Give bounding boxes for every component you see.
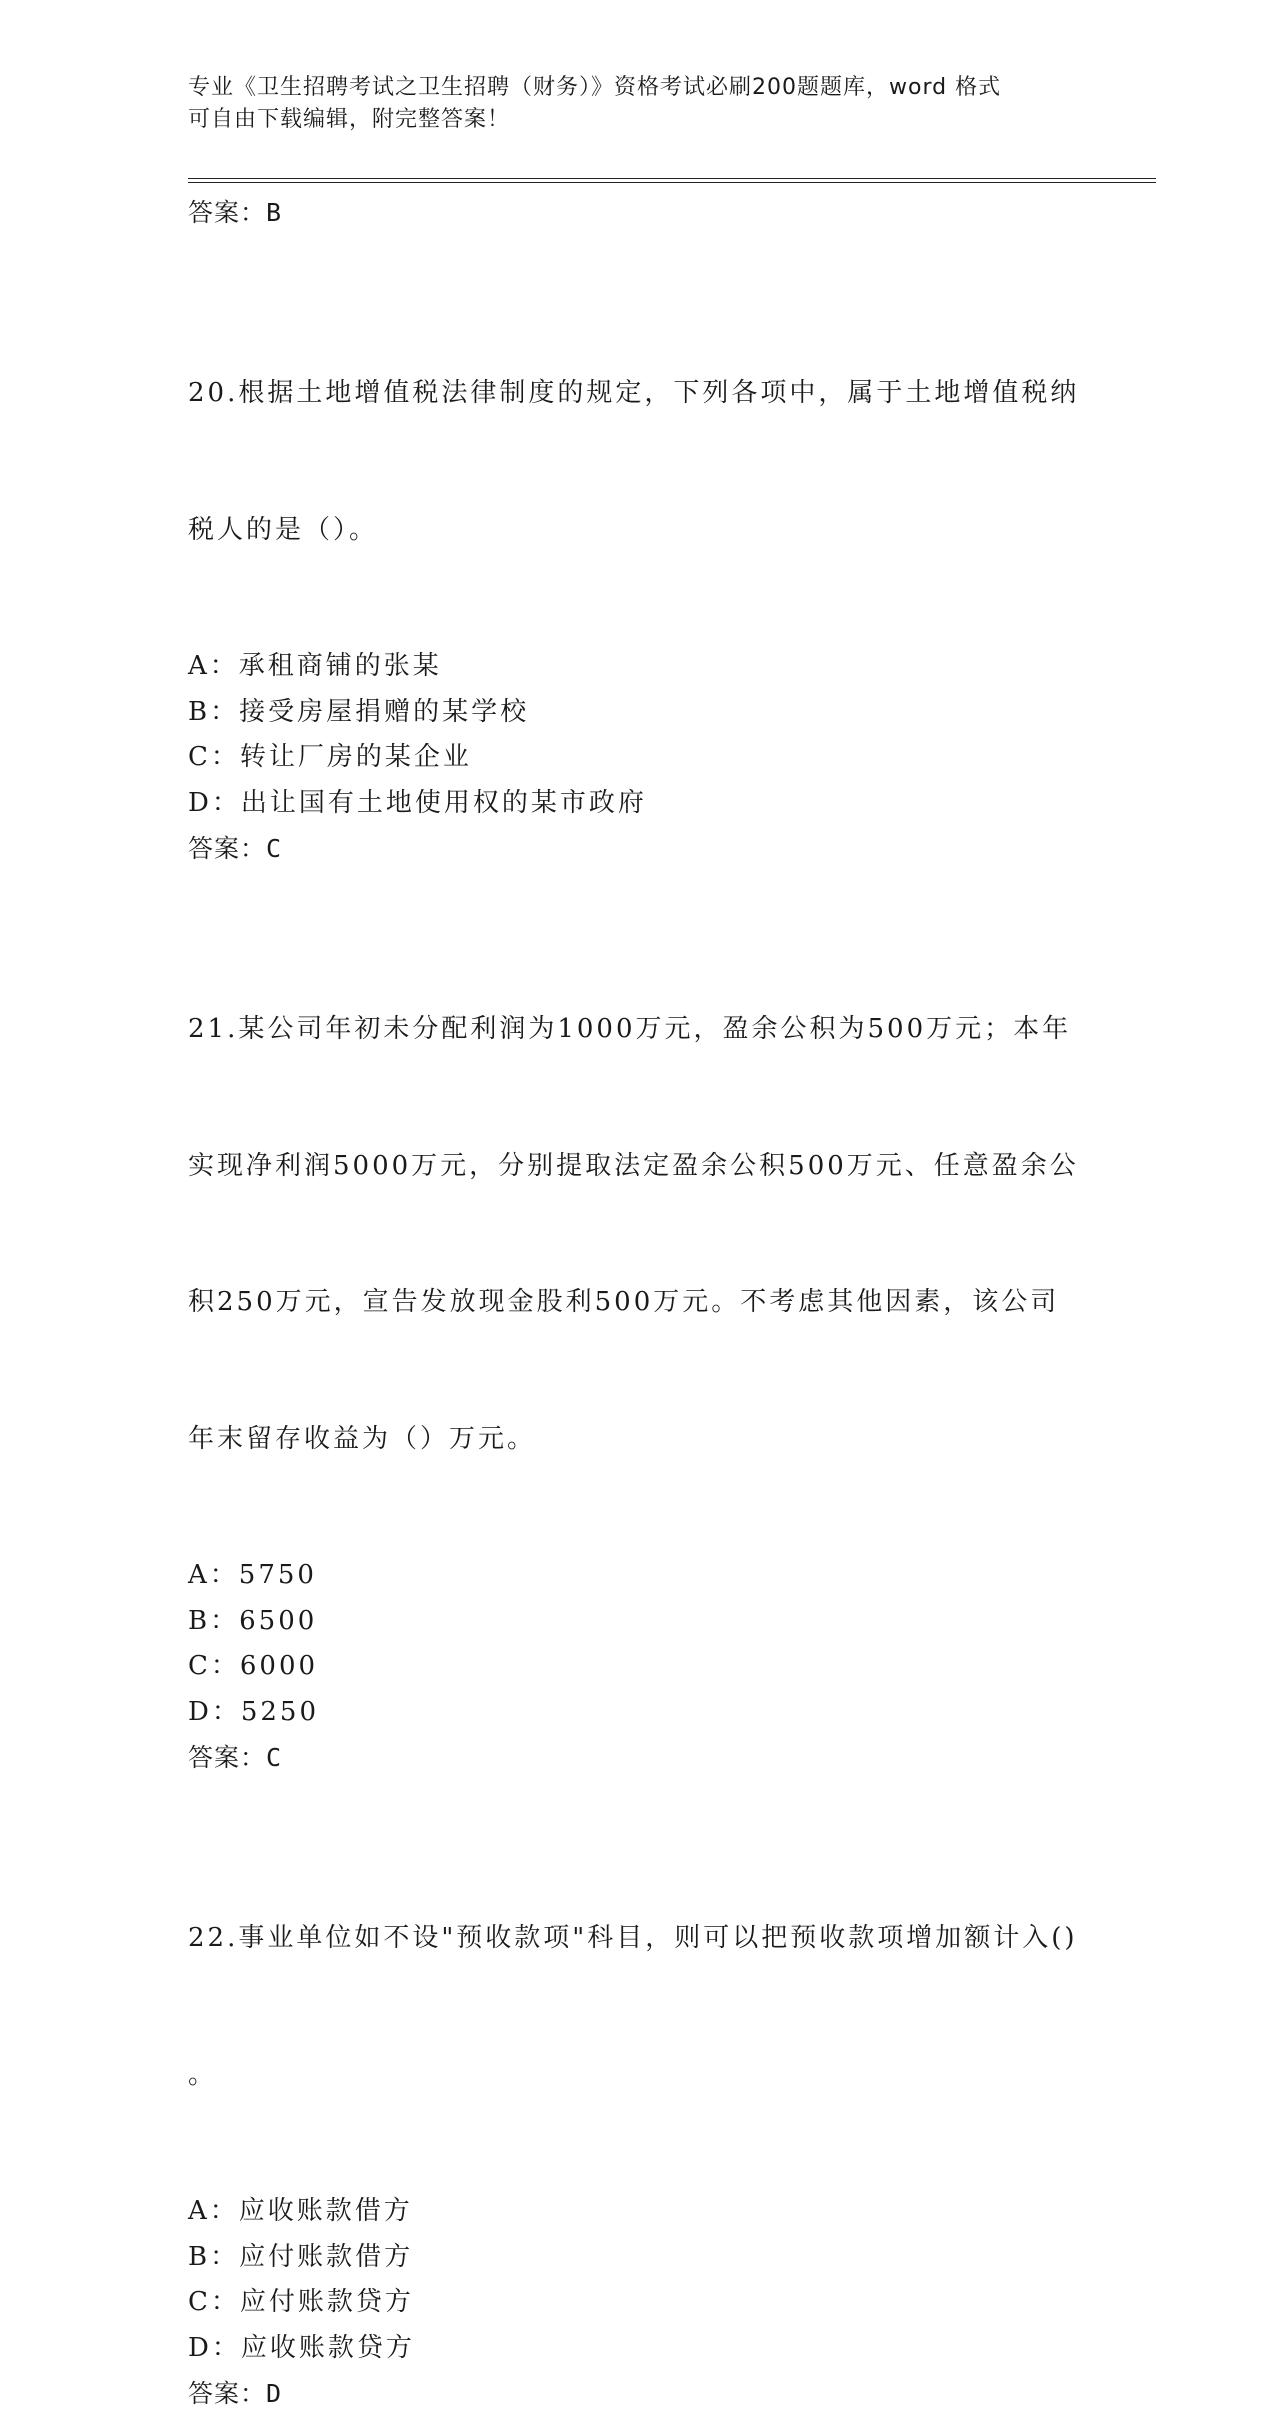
option-d: D：应收账款贷方 xyxy=(188,2332,415,2363)
answer-value: D xyxy=(266,2379,283,2408)
option-c: C：6000 xyxy=(188,1651,319,1681)
document-header xyxy=(188,72,1068,136)
stem-line: 税人的是（）。 xyxy=(188,514,379,545)
question-22 xyxy=(188,1825,1088,2417)
option-d: D：5250 xyxy=(188,1696,320,1727)
answer-label: 答案： xyxy=(188,834,267,863)
stem-line: 22.事业单位如不设"预收款项"科目，则可以把预收款项增加额计入() xyxy=(188,1923,1078,1953)
stem-line: 积250万元，宣告发放现金股利500万元。不考虑其他因素，该公司 xyxy=(188,1287,1060,1317)
option-b: B：应付账款借方 xyxy=(188,2241,414,2272)
document-body xyxy=(188,190,1088,2417)
stem-line: 年末留存收益为（）万元。 xyxy=(188,1423,537,1454)
stem-line: 。 xyxy=(188,2059,218,2090)
answer-line xyxy=(188,1735,1088,1781)
answer-value: B xyxy=(266,198,283,227)
question-stem xyxy=(188,916,1088,1553)
answer-value: C xyxy=(266,1743,283,1772)
option-a: A：应收账款借方 xyxy=(188,2196,413,2226)
answer-value: C xyxy=(266,834,283,863)
option-b: B：6500 xyxy=(188,1605,318,1636)
stem-line: 实现净利润5000万元，分别提取法定盈余公积500万元、任意盈余公 xyxy=(188,1150,1079,1181)
option-b: B：接受房屋捐赠的某学校 xyxy=(188,696,530,727)
answer-line xyxy=(188,2371,1088,2417)
option-d: D：出让国有土地使用权的某市政府 xyxy=(188,787,647,818)
header-line-2: 可自由下载编辑，附完整答案！ xyxy=(188,107,511,132)
question-stem xyxy=(188,1825,1088,2189)
option-a: A：承租商铺的张某 xyxy=(188,651,442,681)
answer-line xyxy=(188,190,1088,236)
stem-line: 20.根据土地增值税法律制度的规定，下列各项中，属于土地增值税纳 xyxy=(188,378,1080,408)
option-c: C：应付账款贷方 xyxy=(188,2287,414,2317)
option-a: A：5750 xyxy=(188,1560,317,1590)
header-rule-top xyxy=(188,178,1156,179)
stem-line: 21.某公司年初未分配利润为1000万元，盈余公积为500万元；本年 xyxy=(188,1014,1072,1044)
header-rule-bottom xyxy=(188,182,1156,183)
header-line-1: 专业《卫生招聘考试之卫生招聘（财务）》资格考试必刷200题题库，word 格式 xyxy=(188,75,1002,100)
question-20 xyxy=(188,280,1088,872)
answer-line xyxy=(188,826,1088,872)
answer-label: 答案： xyxy=(188,1743,267,1772)
option-c: C：转让厂房的某企业 xyxy=(188,742,472,772)
question-stem xyxy=(188,280,1088,644)
question-21 xyxy=(188,916,1088,1781)
answer-label: 答案： xyxy=(188,2379,267,2408)
answer-label: 答案： xyxy=(188,198,267,227)
